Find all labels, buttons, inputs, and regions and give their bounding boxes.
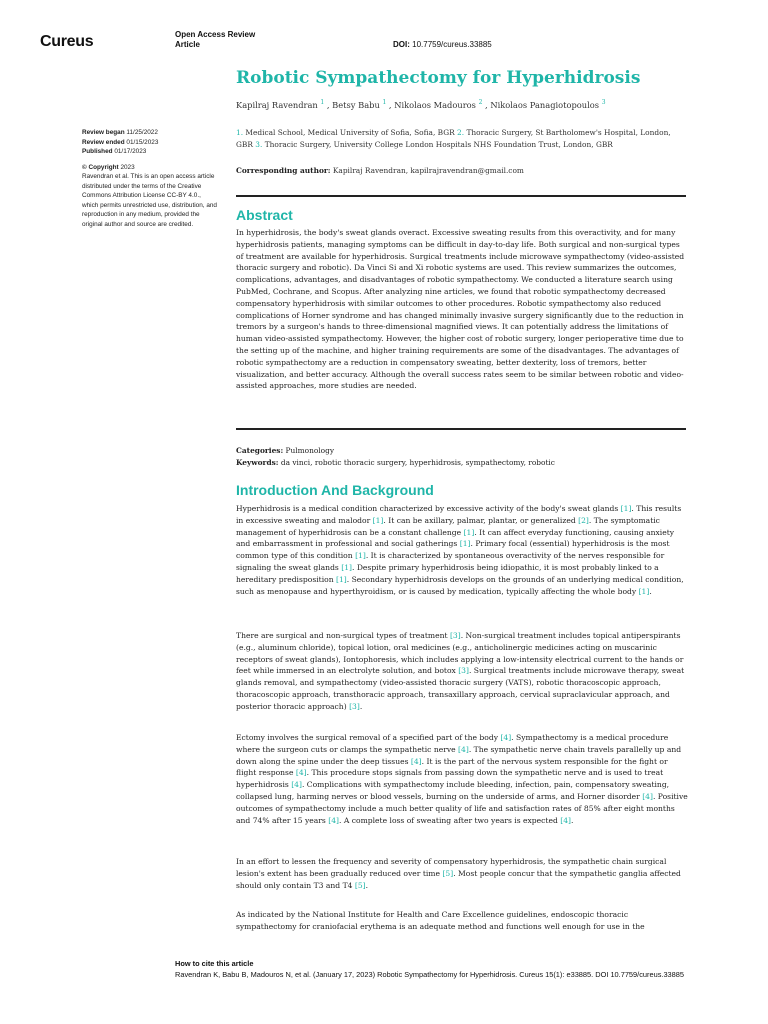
paragraph-text: As indicated by the National Institute for Health and Care Excellence guidelines, endoscopic thoracic sympathectomy for craniofacial erythema is an adequate method and functions well enough for use in the: [236, 910, 645, 931]
intro-paragraph: [236, 856, 688, 891]
review-sidebar: [82, 128, 217, 229]
paragraph-text: .: [571, 815, 574, 825]
citation-link[interactable]: [1]: [336, 574, 347, 584]
author-name[interactable]: Kapilraj Ravendran: [236, 99, 318, 110]
citation-link[interactable]: [5]: [354, 880, 366, 890]
paragraph-text: .: [359, 701, 363, 711]
copyright: [82, 163, 217, 173]
paragraph-text: .: [365, 880, 369, 890]
affiliations: [236, 127, 686, 150]
paragraph-text: . Complications with sympathectomy include bleeding, infection, pain, compensatory sweating, collapsed lung, harming nerves or blood vessels, burning on the underside of arms, and Horner disorder: [236, 780, 670, 801]
categories: [236, 445, 688, 457]
citation-link[interactable]: [4]: [500, 733, 512, 742]
paragraph-text: Hyperhidrosis is a medical condition characterized by excessive activity of the body's sweat glands: [236, 504, 621, 513]
affiliation-text: Thoracic Surgery, St Bartholomew's Hospital, London, GBR: [236, 128, 671, 149]
copyright-year: 2023: [120, 163, 135, 171]
review-ended-label: Review ended: [82, 138, 125, 146]
review-began-label: Review began: [82, 129, 125, 136]
author-list: Kapilraj Ravendran $^1$ , Betsy Babu $^1$ , Nikolaos Madouros $^2$ , Nikolaos Panagiotopoulos $^3$: [236, 99, 606, 110]
review-began: [82, 128, 217, 138]
keywords: [236, 457, 688, 469]
paragraph-text: . Most people concur that the sympathetic ganglia affected should only contain T3 and T4: [236, 868, 681, 890]
affiliation-text: Medical School, Medical University of Sofia, Sofia, BGR: [245, 128, 455, 137]
author-affiliation-ref[interactable]: 1: [320, 99, 325, 106]
abstract-text: In hyperhidrosis, the body's sweat glands overact. Excessive sweating results from this overactivity, and for many hyperhidrosis patients, managing symptoms can be difficult in day-to-day life. Both surgical and non-surgical types of treatment are available for hyperhidrosis. Surgical treatments include microwave sympathectomy (video-assisted thoracic surgery and robotic). Da Vinci Si and Xi robotic systems are used. This review summarizes the outcomes, complications, advantages, and disadvantages of robotic sympathectomy. We conducted a literature search using PubMed, Cochrane, and Scopus. After analyzing nine articles, we found that robotic sympathectomy decreased compensatory hyperhidrosis with similar outcomes to other procedures. Robotic sympathectomy also reduced complications of Horner syndrome and has changed minimally invasive surgery significantly due to the reduction in tremors by a surgeon's hands to three-dimensional magnified views. It can potentially address the limitations of human video-assisted sympathectomy. However, the higher cost of robotic surgery, longer perioperative time due to the setting up of the machine, and higher training requirements are some of the disadvantages. The advantages of robotic sympathectomy are a reduction in compensatory sweating, better dexterity, loss of tremors, better visualization, and better accuracy. Although the overall success rates seem to be similar between robotic and video-assisted approaches, more studies are needed.: [236, 228, 685, 391]
intro-paragraph: [236, 503, 688, 597]
citation-link[interactable]: [5]: [442, 868, 454, 878]
paragraph-text: . It can affect everyday functioning, causing anxiety and embarrassment in professional and social gatherings: [236, 527, 675, 549]
author-affiliation-ref[interactable]: 3: [601, 99, 606, 106]
journal-logo: Cureus: [40, 33, 94, 50]
citation-link[interactable]: [1]: [372, 515, 384, 525]
published-label: Published: [82, 148, 113, 155]
paragraph-text: . The symptomatic management of hyperhidrosis can be a constant challenge: [236, 515, 660, 537]
author-name[interactable]: Nikolaos Madouros: [394, 99, 476, 110]
affiliation-number: 2.: [457, 128, 465, 137]
paragraph-text: . It is the part of the nervous system responsible for the fight or flight response: [236, 756, 668, 778]
citation-link[interactable]: [1]: [620, 504, 632, 513]
paragraph-text: . Secondary hyperhidrosis develops on the grounds of an underlying medical condition, such as menopause and hyperthyroidism, or is caused by medication, typically affecting the whole body: [236, 574, 684, 596]
corresponding-author-label: Corresponding author:: [236, 166, 331, 175]
paragraph-text: . Surgical treatments include microwave therapy, sweat glands removal, and sympathectomy (video-assisted thoracic surgery (VATS), robotic thoracoscopic approach, thoracoscopic approach, transthoracic approach, transaxillary approach, cervical supraclavicular approach, and posterior thoracic approach): [236, 666, 685, 711]
doi-label: DOI:: [393, 40, 410, 49]
paragraph-text: . Positive outcomes of sympathectomy include a much better quality of life and satisfaction rates of 85% after eight months and 74% after 15 years: [236, 791, 688, 825]
paragraph-text: . A complete loss of sweating after two years is expected: [339, 815, 561, 825]
citation-link[interactable]: [1]: [459, 539, 471, 549]
paragraph-text: . Primary focal (essential) hyperhidrosis is the most common type of this condition: [236, 539, 670, 561]
intro-paragraph: [236, 630, 688, 713]
doi-value[interactable]: 10.7759/cureus.33885: [412, 40, 492, 49]
citation-link[interactable]: [4]: [328, 815, 340, 825]
keywords-value: da vinci, robotic thoracic surgery, hyperhidrosis, sympathectomy, robotic: [280, 458, 555, 467]
intro-heading: Introduction And Background: [236, 482, 434, 498]
intro-paragraph: [236, 732, 688, 826]
published: [82, 147, 217, 157]
citation-link[interactable]: [4]: [291, 780, 302, 790]
paragraph-text: . This procedure stops signals from passing down the sympathetic nerve and is used to treat hyperhidrosis: [236, 768, 664, 790]
citation-link[interactable]: [4]: [642, 791, 653, 801]
paragraph-text: .: [649, 586, 652, 596]
corresponding-author: [236, 166, 686, 175]
article-type-line2: Article: [175, 40, 200, 49]
citation-link[interactable]: [3]: [449, 631, 461, 640]
author-name[interactable]: Betsy Babu: [332, 99, 380, 110]
article-type: [175, 30, 255, 50]
categories-value[interactable]: Pulmonology: [285, 446, 335, 455]
article-type-line1: Open Access Review: [175, 30, 256, 39]
paragraph-text: . It is characterized by spontaneous overactivity of the nerves responsible for signaling the sweat glands: [236, 551, 665, 572]
citation-link[interactable]: [4]: [560, 815, 572, 825]
author-affiliation-ref[interactable]: 2: [478, 99, 483, 106]
paragraph-text: . This results in excessive sweating and malodor: [236, 504, 682, 525]
affiliation-number: 1.: [236, 128, 244, 137]
citation-link[interactable]: [2]: [578, 515, 589, 525]
citation-link[interactable]: [4]: [458, 744, 469, 754]
paragraph-text: Ectomy involves the surgical removal of a specified part of the body: [236, 733, 501, 742]
paragraph-text: . Despite primary hyperhidrosis being idiopathic, it is most probably linked to a hereditary predisposition: [236, 562, 659, 584]
citation-link[interactable]: [1]: [463, 527, 475, 537]
affiliation-number: 3.: [255, 139, 263, 149]
published-date: 01/17/2023: [114, 148, 147, 155]
keywords-label: Keywords:: [236, 458, 279, 467]
citation-link[interactable]: [1]: [355, 551, 366, 561]
paragraph-text: . It can be axillary, palmar, plantar, or generalized: [383, 515, 579, 525]
copyright-label: © Copyright: [82, 163, 119, 171]
divider: [236, 195, 686, 197]
citation-link[interactable]: [1]: [638, 586, 650, 596]
paragraph-text: . Sympathectomy is a medical procedure where the surgeon cuts or clamps the sympathetic nerve: [236, 733, 669, 754]
article-title: Robotic Sympathectomy for Hyperhidrosis: [236, 68, 641, 88]
review-ended-date: 01/15/2023: [126, 138, 159, 146]
abstract-heading: Abstract: [236, 207, 293, 223]
paragraph-text: There are surgical and non-surgical types of treatment: [236, 631, 450, 640]
citation-link[interactable]: [3]: [458, 666, 469, 676]
citation-link[interactable]: [4]: [295, 768, 307, 778]
categories-label: Categories:: [236, 446, 284, 455]
citation-link[interactable]: [1]: [341, 562, 353, 572]
affiliation-text: Thoracic Surgery, University College London Hospitals NHS Foundation Trust, London, GBR: [264, 139, 613, 149]
paragraph-text: In an effort to lessen the frequency and severity of compensatory hyperhidrosis, the sympathetic chain surgical lesion's extent has been gradually reduced over time: [236, 857, 667, 878]
review-began-date: 11/25/2022: [126, 129, 158, 136]
how-to-cite-label: How to cite this article: [175, 959, 254, 968]
author-affiliation-ref[interactable]: 1: [382, 99, 387, 106]
license-text: Ravendran et al. This is an open access article distributed under the terms of the Creative Commons Attribution License CC-BY 4.0., which permits unrestricted use, distribution, and reproduction in any medium, provided the original author and source are credited.: [82, 173, 217, 228]
citation-text: Ravendran K, Babu B, Madouros N, et al. (January 17, 2023) Robotic Sympathectomy for Hyperhidrosis. Cureus 15(1): e33885. DOI 10.7759/cureus.33885: [175, 969, 684, 979]
corresponding-author-value[interactable]: Kapilraj Ravendran, kapilrajravendran@gmail.com: [332, 166, 524, 175]
paragraph-text: . Non-surgical treatment includes topical antiperspirants (e.g., aluminum chloride), topical lotion, oral medicines (e.g., anticholinergic medicines acting on muscarinic receptors of sweat glands), Iontophoresis, which includes applying a low-intensity electrical current to the hands or feet while immersed in an electrolyte solution, and botox: [236, 631, 684, 676]
how-to-cite: [175, 959, 695, 980]
author-name[interactable]: Nikolaos Panagiotopoulos: [490, 99, 600, 110]
review-ended: [82, 138, 217, 148]
divider: [236, 428, 686, 430]
citation-link[interactable]: [4]: [410, 756, 422, 766]
citation-link[interactable]: [3]: [349, 701, 360, 711]
paragraph-text: . The sympathetic nerve chain travels parallelly up and down along the spine under the deep tissues: [236, 744, 682, 766]
header-doi: [393, 40, 492, 49]
intro-paragraph: [236, 909, 688, 933]
